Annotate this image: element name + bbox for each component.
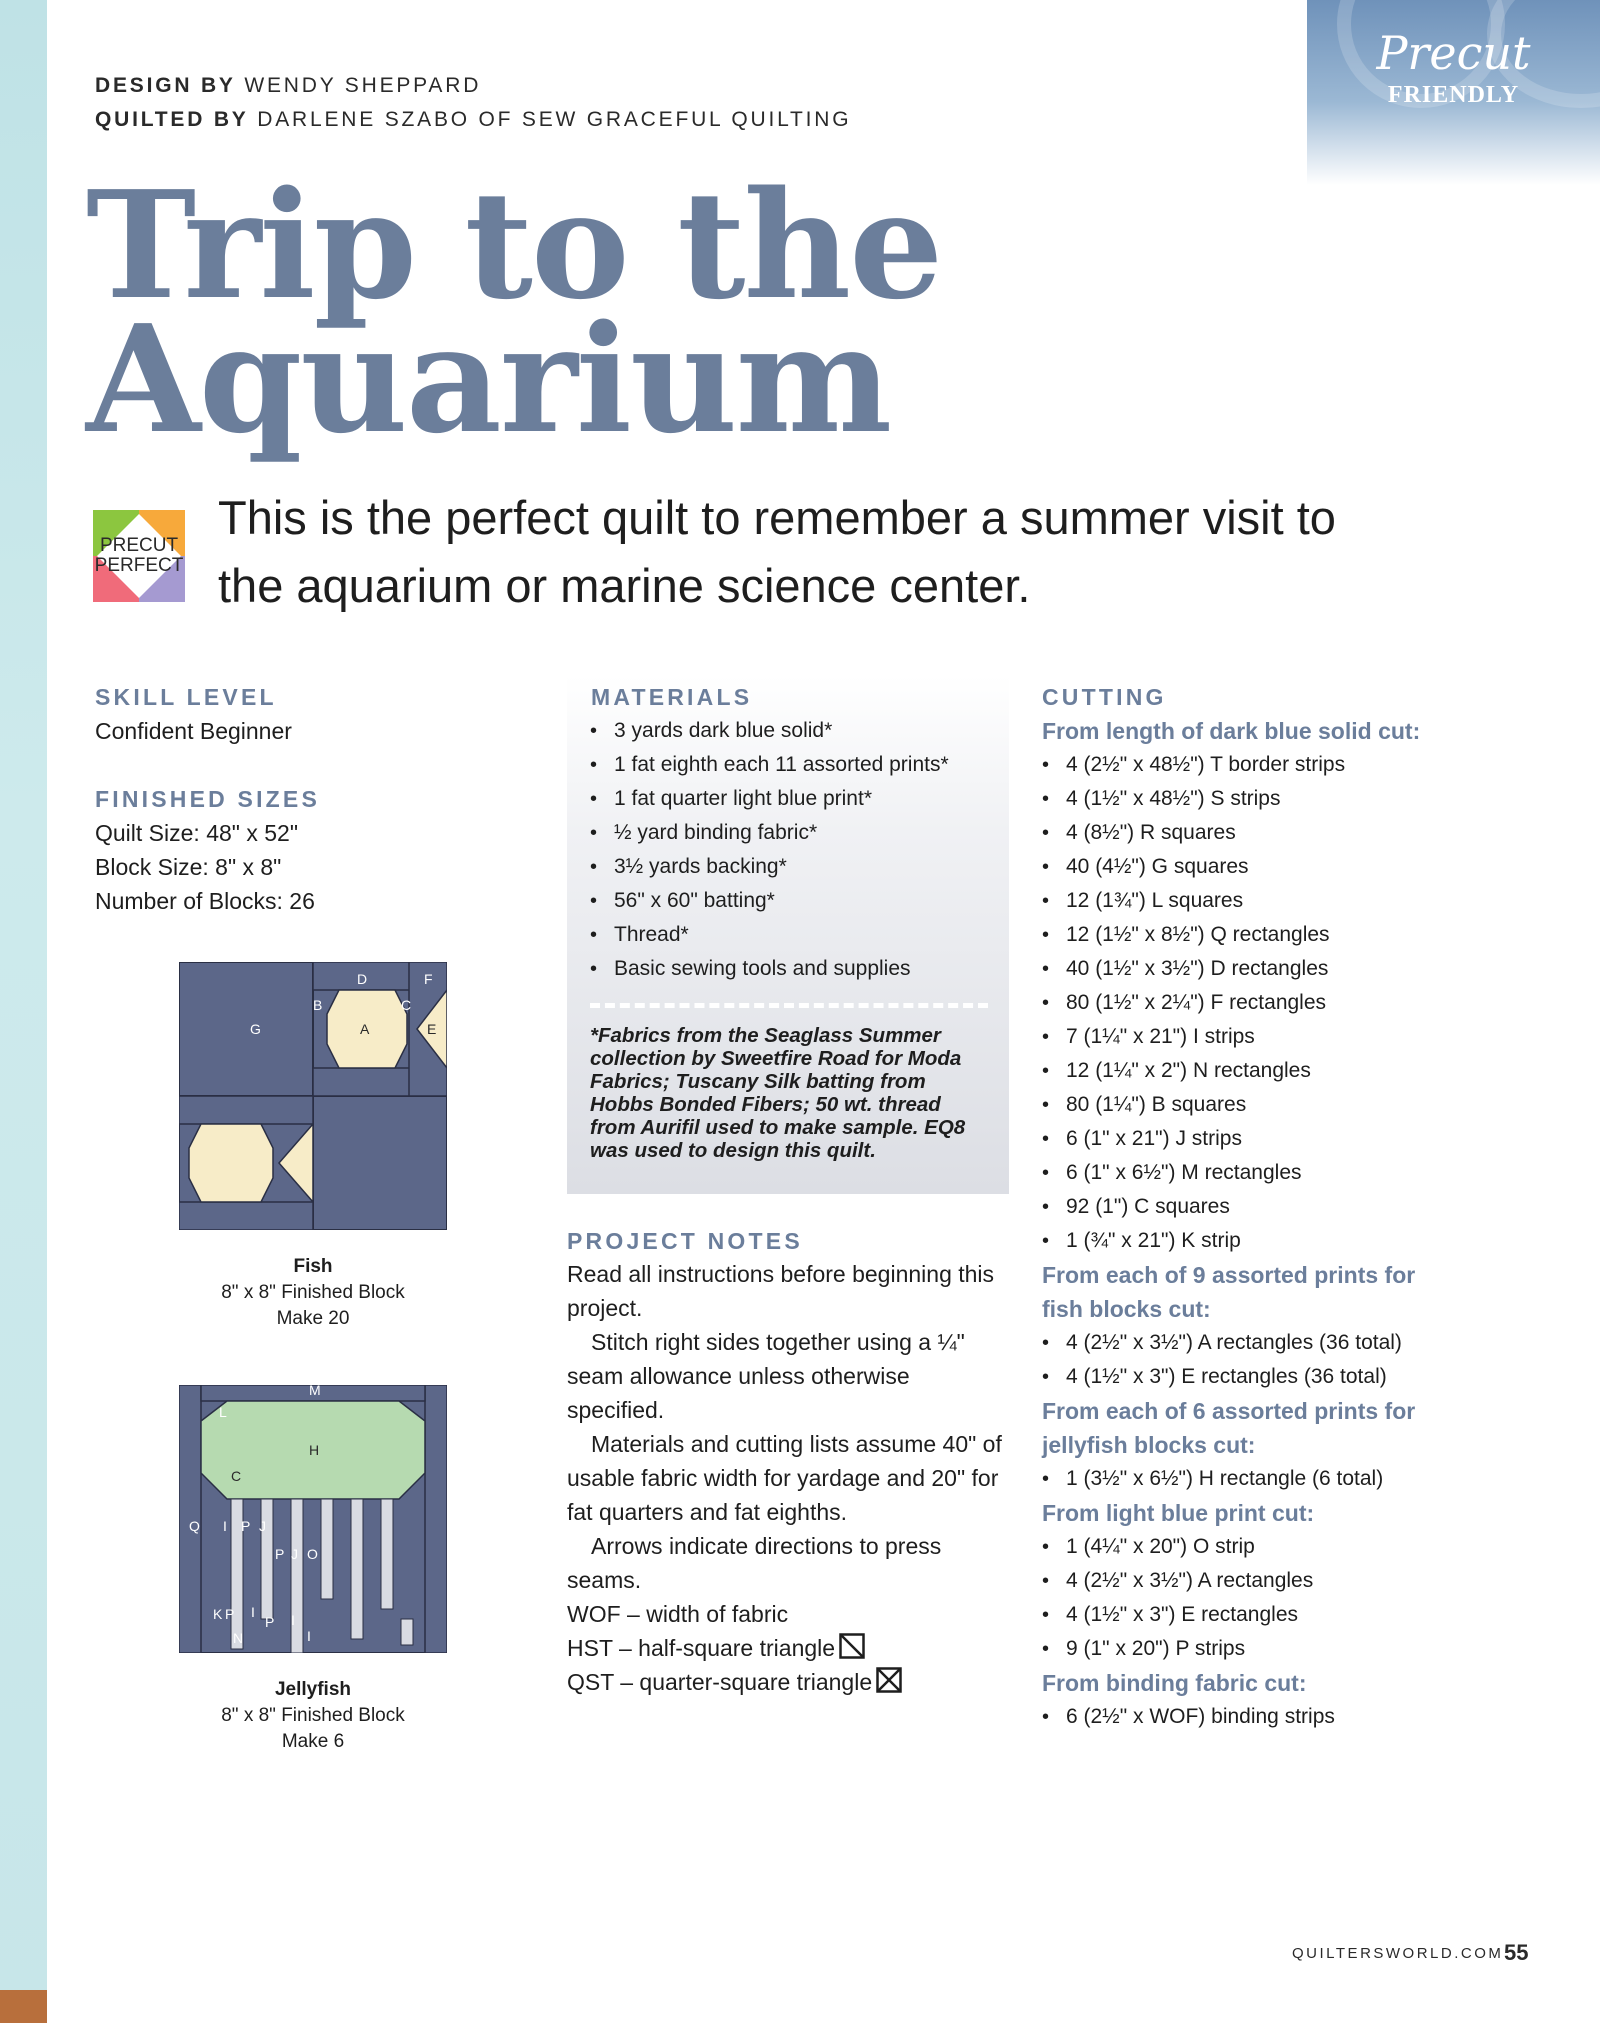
jelly-label-m: M	[309, 1385, 321, 1398]
footer-site: QUILTERSWORLD.COM	[1292, 1945, 1504, 1962]
cutting-item: • 4 (2½" x 3½") A rectangles	[1042, 1564, 1462, 1598]
cutting-list	[1042, 1462, 1462, 1496]
jelly-label-k: K	[213, 1606, 223, 1622]
cutting-item: • 12 (1¾") L squares	[1042, 884, 1462, 918]
cutting-item: • 40 (1½" x 3½") D rectangles	[1042, 952, 1462, 986]
material-item: • Thread*	[590, 918, 1002, 952]
jelly-label-i4: I	[307, 1628, 311, 1644]
cutting-item: • 1 (¾" x 21") K strip	[1042, 1224, 1462, 1258]
jellyfish-caption	[179, 1677, 447, 1755]
cutting-heading: CUTTING	[1042, 684, 1167, 710]
cutting-list	[1042, 1700, 1462, 1734]
note-p4: Arrows indicate directions to press seams.	[567, 1533, 942, 1593]
cutting-item: • 80 (1½" x 2¼") F rectangles	[1042, 986, 1462, 1020]
quilted-credit	[95, 108, 851, 132]
cutting-group-title: From binding fabric cut:	[1042, 1670, 1307, 1696]
design-credit	[95, 74, 481, 98]
note-qst: QST – quarter-square triangle	[567, 1669, 873, 1695]
cutting-item: • 12 (1½" x 8½") Q rectangles	[1042, 918, 1462, 952]
block-count: Number of Blocks: 26	[95, 888, 315, 914]
jelly-label-p: P	[241, 1518, 251, 1534]
cutting-group-title: From each of 6 assorted prints for jellyfish blocks cut:	[1042, 1398, 1416, 1458]
cutting-item: • 92 (1") C squares	[1042, 1190, 1462, 1224]
quilter-name: DARLENE SZABO OF SEW GRACEFUL QUILTING	[257, 108, 852, 131]
materials-list	[590, 714, 1002, 986]
badge-script-text: Precut	[1376, 26, 1531, 80]
title-line-1: Trip to the	[86, 158, 942, 332]
precut-perfect-icon	[93, 510, 185, 602]
material-item: • 1 fat eighth each 11 assorted prints*	[590, 748, 1002, 782]
skill-heading: SKILL LEVEL	[95, 684, 277, 710]
jelly-label-p4: P	[265, 1614, 275, 1630]
block-size: Block Size: 8" x 8"	[95, 854, 282, 880]
cutting-item: • 4 (1½" x 3") E rectangles	[1042, 1598, 1462, 1632]
cutting-list	[1042, 748, 1462, 1258]
cutting-list	[1042, 1530, 1462, 1666]
note-hst: HST – half-square triangle	[567, 1635, 836, 1661]
materials-divider	[590, 1003, 988, 1008]
cutting-item: • 9 (1" x 20") P strips	[1042, 1632, 1462, 1666]
cutting-group-title: From light blue print cut:	[1042, 1500, 1315, 1526]
jellyfish-size: 8" x 8" Finished Block	[221, 1705, 405, 1726]
page-title	[86, 158, 942, 466]
intro-text: This is the perfect quilt to remember a summer visit to the aquarium or marine science center.	[218, 491, 1336, 612]
fish-label-f: F	[424, 971, 433, 987]
hst-icon	[839, 1633, 865, 1659]
qst-icon	[876, 1667, 902, 1693]
fish-name: Fish	[293, 1256, 333, 1277]
fish-label-e: E	[427, 1021, 437, 1037]
jelly-label-i2: I	[251, 1604, 255, 1620]
material-item: • 1 fat quarter light blue print*	[590, 782, 1002, 816]
sizes-heading: FINISHED SIZES	[95, 786, 320, 812]
cutting-item: • 1 (4¼" x 20") O strip	[1042, 1530, 1462, 1564]
material-item: • Basic sewing tools and supplies	[590, 952, 1002, 986]
jelly-label-l: L	[219, 1404, 227, 1420]
jelly-label-j2: J	[291, 1546, 298, 1562]
fish-make: Make 20	[276, 1308, 350, 1329]
jelly-label-n: N	[233, 1630, 244, 1646]
jelly-label-p3: P	[225, 1606, 235, 1622]
jelly-label-c: C	[231, 1468, 242, 1484]
jelly-label-i3: I	[291, 1612, 295, 1628]
cutting-group-title: From length of dark blue solid cut:	[1042, 718, 1421, 744]
cutting-item: • 6 (1" x 6½") M rectangles	[1042, 1156, 1462, 1190]
page-number: 55	[1504, 1940, 1529, 1965]
precut-friendly-badge	[1307, 0, 1600, 185]
material-item: • 3 yards dark blue solid*	[590, 714, 1002, 748]
fish-label-g: G	[250, 1021, 261, 1037]
fish-label-b: B	[313, 997, 323, 1013]
materials-note: *Fabrics from the Seaglass Summer collection by Sweetfire Road for Moda Fabrics; Tuscany Silk batting from Hobbs Bonded Fibers; 50 wt. thread from Aurifil used to make sample. EQ8 was used to design this quilt.	[590, 1024, 966, 1162]
skill-value: Confident Beginner	[95, 718, 292, 744]
cutting-item: • 12 (1¼" x 2") N rectangles	[1042, 1054, 1462, 1088]
fish-block-diagram	[179, 962, 447, 1230]
material-item: • 3½ yards backing*	[590, 850, 1002, 884]
cutting-item: • 6 (2½" x WOF) binding strips	[1042, 1700, 1462, 1734]
fish-label-a: A	[360, 1021, 370, 1037]
cutting-item: • 80 (1¼") B squares	[1042, 1088, 1462, 1122]
jelly-label-q: Q	[189, 1518, 200, 1534]
note-hst-row	[567, 1631, 1007, 1665]
cutting-item: • 1 (3½" x 6½") H rectangle (6 total)	[1042, 1462, 1462, 1496]
title-line-2: Aquarium	[86, 292, 891, 466]
jellyfish-name: Jellyfish	[274, 1679, 352, 1700]
cutting-item: • 4 (2½" x 3½") A rectangles (36 total)	[1042, 1326, 1462, 1360]
note-p3: Materials and cutting lists assume 40" of usable fabric width for yardage and 20" for fat quarters and fat eighths.	[567, 1431, 1002, 1525]
jelly-label-j: J	[259, 1518, 266, 1534]
quilt-size: Quilt Size: 48" x 52"	[95, 820, 298, 846]
cutting-item: • 4 (1½" x 3") E rectangles (36 total)	[1042, 1360, 1462, 1394]
cutting-item: • 6 (1" x 21") J strips	[1042, 1122, 1462, 1156]
jellyfish-block-diagram	[179, 1385, 447, 1653]
jelly-label-h: H	[309, 1442, 320, 1458]
material-item: • 56" x 60" batting*	[590, 884, 1002, 918]
notes-body	[567, 1257, 1007, 1699]
cutting-item: • 4 (1½" x 48½") S strips	[1042, 782, 1462, 816]
precut-perfect-badge	[93, 510, 185, 602]
note-p2: Stitch right sides together using a ¼" seam allowance unless otherwise specified.	[567, 1329, 965, 1423]
cutting-group-title: From each of 9 assorted prints for fish blocks cut:	[1042, 1262, 1416, 1322]
design-label: DESIGN BY	[95, 74, 236, 97]
materials-heading: MATERIALS	[591, 684, 753, 710]
fish-label-d: D	[357, 971, 368, 987]
note-p1: Read all instructions before beginning this project.	[567, 1261, 995, 1321]
cutting-item: • 40 (4½") G squares	[1042, 850, 1462, 884]
material-item: • ½ yard binding fabric*	[590, 816, 1002, 850]
badge-word-text: FRIENDLY	[1387, 82, 1520, 108]
cutting-item: • 7 (1¼" x 21") I strips	[1042, 1020, 1462, 1054]
fish-size: 8" x 8" Finished Block	[221, 1282, 405, 1303]
cutting-section	[1042, 714, 1462, 1734]
page-edge-strip	[0, 0, 47, 2023]
perfect-line: PERFECT	[94, 555, 184, 576]
fish-label-c: C	[401, 997, 412, 1013]
page-edge-accent	[0, 1990, 47, 2023]
fish-caption	[179, 1254, 447, 1332]
designer-name: WENDY SHEPPARD	[244, 74, 482, 97]
precut-line: PRECUT	[99, 535, 179, 556]
cutting-item: • 4 (8½") R squares	[1042, 816, 1462, 850]
cutting-item: • 4 (2½" x 48½") T border strips	[1042, 748, 1462, 782]
notes-heading: PROJECT NOTES	[567, 1228, 803, 1254]
note-wof: WOF – width of fabric	[567, 1601, 789, 1627]
jelly-label-o: O	[307, 1546, 318, 1562]
note-qst-row	[567, 1665, 1007, 1699]
jellyfish-make: Make 6	[281, 1731, 345, 1752]
cutting-list	[1042, 1326, 1462, 1394]
jelly-label-i: I	[223, 1518, 227, 1534]
jelly-label-p2: P	[275, 1546, 285, 1562]
quilted-label: QUILTED BY	[95, 108, 249, 131]
